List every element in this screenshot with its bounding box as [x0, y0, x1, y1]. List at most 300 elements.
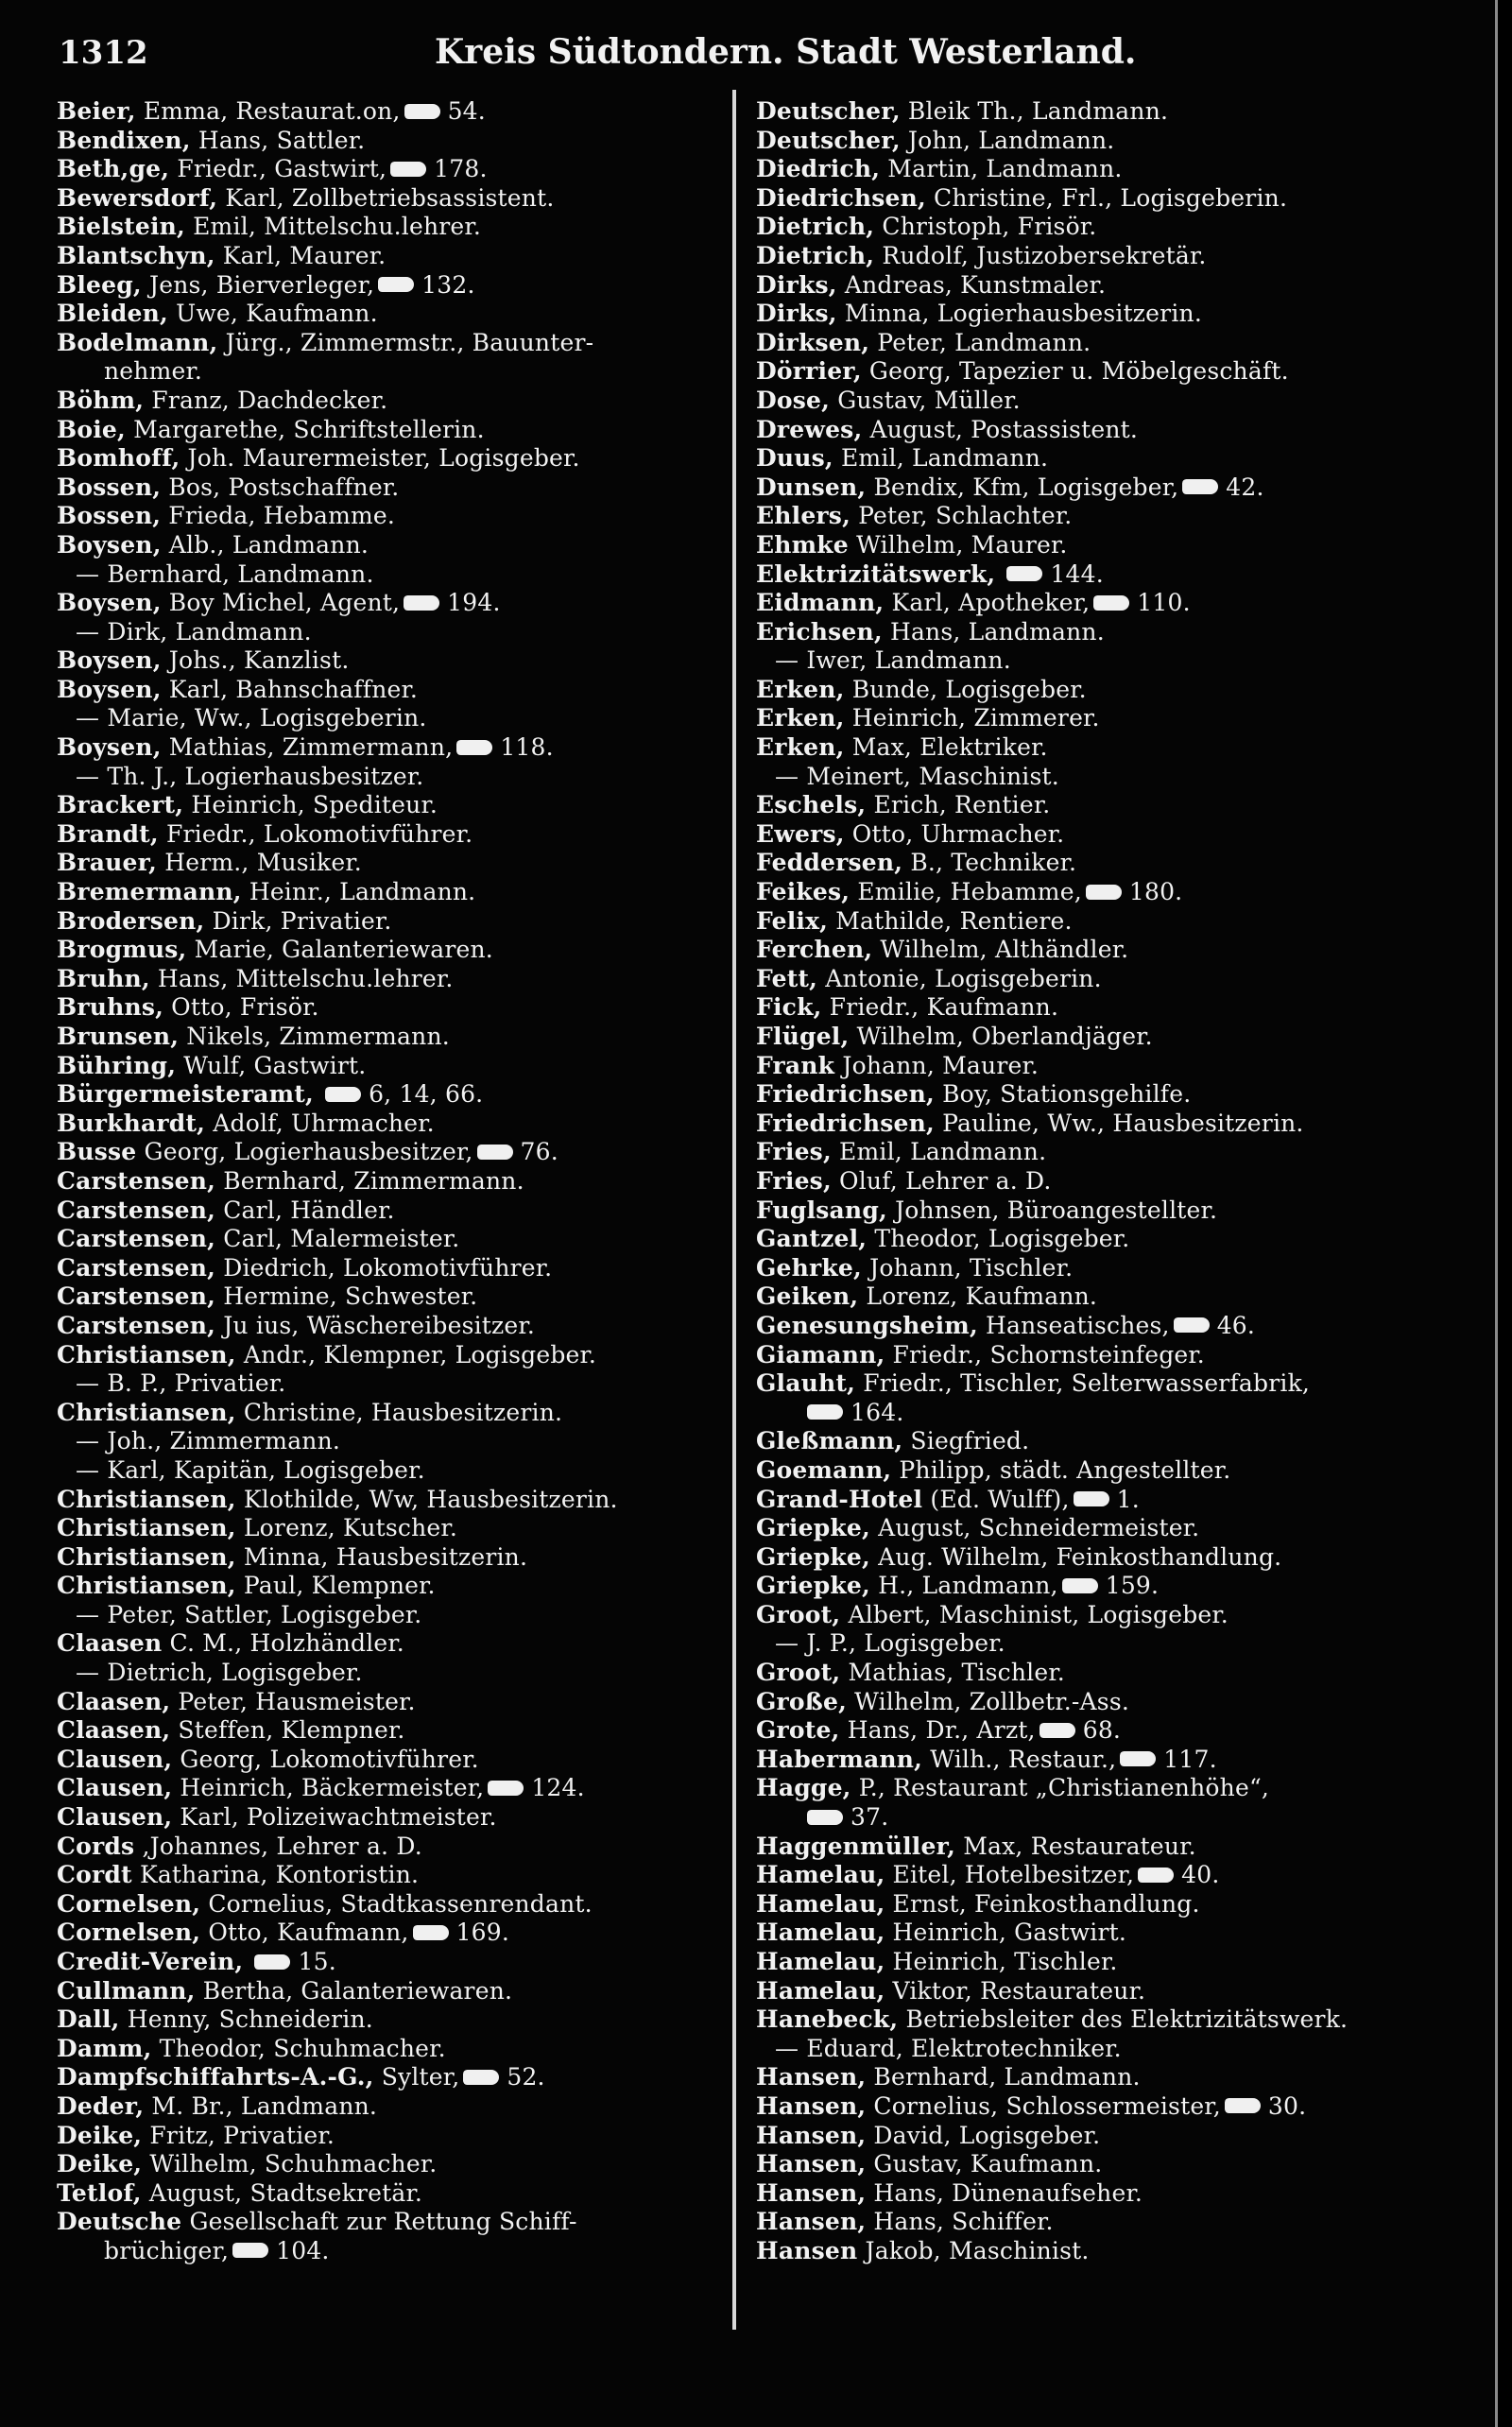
entry-name: Dirks,: [756, 270, 837, 299]
entry-details: Martin, Landmann.: [887, 155, 1123, 183]
entry-details: Karl, Bahnschaffner.: [168, 675, 419, 703]
entry-name: Bossen,: [57, 502, 162, 530]
directory-entry: [57, 242, 751, 271]
telephone-number: 68.: [1082, 1716, 1122, 1745]
telephone-reference: [232, 2237, 329, 2266]
entry-details: Wilhelm, Zollbetr.-Ass.: [854, 1687, 1130, 1715]
directory-entry: [57, 1746, 751, 1775]
telephone-icon: [477, 1145, 513, 1160]
directory-entry: [756, 907, 1451, 937]
entry-details: Max, Elektriker.: [851, 733, 1048, 762]
entry-name: Beth,ge,: [57, 155, 170, 183]
entry-details: Friedr., Gastwirt,: [177, 155, 387, 183]
entry-details: Emilie, Hebamme,: [857, 878, 1082, 906]
directory-entry: [57, 849, 751, 878]
entry-sub-details: — Eduard, Elektrotechniker.: [775, 2034, 1122, 2062]
telephone-reference: [254, 1948, 335, 1977]
directory-entry: [756, 127, 1451, 156]
entry-details: Antonie, Logisgeberin.: [825, 964, 1102, 992]
entry-name: Goemann,: [756, 1455, 892, 1484]
entry-details: Hermine, Schwester.: [223, 1282, 478, 1311]
directory-entry: [756, 1369, 1451, 1399]
entry-details: Karl, Zollbetriebsassistent.: [225, 183, 555, 212]
entry-details: Friedr., Tischler, Selterwasserfabrik,: [863, 1369, 1311, 1398]
directory-entry: [756, 560, 1451, 590]
entry-name: Hamelau,: [756, 1861, 885, 1889]
telephone-icon: [378, 277, 414, 292]
directory-entry: [756, 97, 1451, 127]
directory-entry: [57, 184, 751, 214]
entry-name: Claasen: [57, 1629, 163, 1658]
directory-entry: [756, 1572, 1451, 1601]
telephone-number: 15.: [298, 1948, 336, 1975]
entry-details: Wilh., Restaur.,: [930, 1745, 1117, 1773]
directory-entry: [57, 2063, 751, 2092]
entry-name: Claasen,: [57, 1716, 171, 1745]
entry-details: Otto, Frisör.: [171, 993, 319, 1022]
directory-entry: [756, 1196, 1451, 1226]
entry-name: Ehlers,: [756, 502, 850, 530]
directory-entry: [756, 1254, 1451, 1283]
entry-details: Gesellschaft zur Rettung Schiff-: [189, 2208, 577, 2236]
entry-details: Heinrich, Gastwirt.: [892, 1919, 1127, 1947]
entry-name: Damm,: [57, 2034, 152, 2062]
directory-entry: [57, 416, 751, 445]
entry-sub-details: — Peter, Sattler, Logisgeber.: [76, 1600, 422, 1628]
directory-entry: [57, 1774, 751, 1803]
directory-entry: [57, 1659, 751, 1688]
entry-name: Hamelau,: [756, 1948, 885, 1975]
entry-name: Christiansen,: [57, 1542, 236, 1571]
entry-details: Heinrich, Zimmerer.: [851, 704, 1100, 732]
entry-details: P., Restaurant „Christianenhöhe“,: [858, 1774, 1270, 1802]
entry-name: Duus,: [756, 444, 833, 473]
directory-entry: [57, 127, 751, 156]
directory-entry: [57, 704, 751, 733]
directory-entry: [756, 2063, 1451, 2092]
entry-details: Cornelius, Stadtkassenrendant.: [208, 1889, 593, 1918]
entry-details: Mathias, Tischler.: [848, 1659, 1065, 1687]
telephone-reference: [390, 155, 487, 184]
entry-name: Deike,: [57, 2150, 143, 2178]
entry-name: Hansen: [756, 2236, 858, 2264]
directory-entry: [57, 791, 751, 820]
directory-entry: [57, 473, 751, 503]
entry-name: Bewersdorf,: [57, 183, 218, 212]
entry-name: Deike,: [57, 2121, 143, 2149]
entry-name: Böhm,: [57, 386, 145, 414]
entry-name: Bleiden,: [57, 300, 168, 328]
directory-entry: [756, 300, 1451, 329]
left-column: [57, 97, 751, 2266]
entry-name: Gehrke,: [756, 1253, 862, 1282]
directory-entry: [756, 271, 1451, 301]
telephone-reference: [1062, 1572, 1159, 1601]
entry-name: Bürgermeisteramt,: [57, 1080, 314, 1109]
directory-entry: [57, 213, 751, 242]
entry-details: Max, Restaurateur.: [963, 1832, 1196, 1860]
entry-name: Dietrich,: [756, 241, 875, 269]
directory-entry: [57, 1341, 751, 1370]
entry-name: Cornelsen,: [57, 1889, 201, 1918]
directory-entry: [756, 1456, 1451, 1486]
directory-entry: [57, 1369, 751, 1399]
directory-entry: [756, 1861, 1451, 1890]
directory-entry: [57, 2208, 751, 2237]
entry-name: Haggenmüller,: [756, 1832, 956, 1860]
entry-name: Dose,: [756, 386, 831, 414]
entry-details: Friedr., Schornsteinfeger.: [892, 1340, 1205, 1368]
telephone-reference: [1225, 2092, 1306, 2122]
directory-entry: [756, 820, 1451, 850]
entry-details: Johann, Tischler.: [869, 1253, 1074, 1282]
telephone-icon: [1062, 1578, 1098, 1593]
telephone-icon: [488, 1781, 524, 1796]
entry-name: Brogmus,: [57, 936, 187, 964]
entry-details: Lorenz, Kutscher.: [243, 1514, 457, 1542]
directory-entry: [756, 1225, 1451, 1254]
directory-entry: [756, 1919, 1451, 1948]
directory-entry: [756, 1110, 1451, 1139]
entry-name: Ferchen,: [756, 936, 873, 964]
directory-entry: [57, 1196, 751, 1226]
directory-entry: [57, 1052, 751, 1081]
entry-details: Wulf, Gastwirt.: [183, 1051, 367, 1079]
directory-entry: [57, 1080, 751, 1110]
telephone-icon: [1182, 479, 1218, 494]
entry-name: Dirks,: [756, 300, 837, 328]
telephone-icon: [456, 740, 492, 755]
telephone-number: 1.: [1116, 1485, 1140, 1513]
entry-details: Hans, Dr., Arzt,: [847, 1716, 1036, 1745]
directory-entry: [756, 1659, 1451, 1688]
entry-details: Adolf, Uhrmacher.: [213, 1109, 435, 1137]
directory-entry: [57, 1138, 751, 1167]
telephone-icon: [404, 595, 439, 611]
entry-name: Eschels,: [756, 791, 867, 819]
directory-entry: [756, 416, 1451, 445]
entry-name: Deutscher,: [756, 126, 901, 154]
entry-details: Johnsen, Büroangestellter.: [895, 1196, 1218, 1224]
entry-details: Wilhelm, Schuhmacher.: [149, 2150, 438, 2178]
entry-name: Grote,: [756, 1716, 840, 1745]
entry-name: Ewers,: [756, 819, 845, 848]
directory-entry: [57, 2035, 751, 2064]
entry-details: Cornelius, Schlossermeister,: [873, 2091, 1221, 2120]
entry-name: Burkhardt,: [57, 1109, 206, 1137]
entry-details: Christine, Hausbesitzerin.: [243, 1398, 563, 1426]
directory-entry: [57, 1890, 751, 1919]
entry-details: Otto, Kaufmann,: [208, 1919, 409, 1947]
directory-entry: [756, 2179, 1451, 2209]
entry-name: Boysen,: [57, 589, 162, 617]
directory-entry: [57, 560, 751, 590]
directory-entry: [57, 1023, 751, 1052]
telephone-number: 110.: [1137, 589, 1191, 617]
directory-entry: [57, 531, 751, 560]
entry-name: Bielstein,: [57, 213, 185, 241]
directory-entry: [57, 300, 751, 329]
directory-entry: [57, 357, 751, 387]
directory-entry: [57, 2150, 751, 2179]
right-column: [756, 97, 1451, 2266]
directory-entry: [57, 2005, 751, 2035]
directory-entry: [756, 1167, 1451, 1196]
directory-entry: [756, 1399, 1451, 1428]
directory-entry: [57, 1948, 751, 1977]
directory-entry: [57, 1716, 751, 1746]
entry-name: Dampfschiffahrts-A.-G.,: [57, 2063, 374, 2091]
directory-entry: [57, 1225, 751, 1254]
telephone-icon: [1225, 2098, 1261, 2113]
telephone-reference: [1006, 560, 1103, 590]
directory-entry: [57, 1688, 751, 1717]
page-header: [0, 28, 1512, 77]
entry-name: Hansen,: [756, 2150, 867, 2178]
entry-details: Georg, Tapezier u. Möbelgeschäft.: [868, 357, 1289, 386]
directory-entry: [756, 1052, 1451, 1081]
entry-details: Hans, Landmann.: [889, 617, 1105, 645]
directory-entry: [756, 242, 1451, 271]
directory-entry: [756, 936, 1451, 965]
entry-details: Ju ius, Wäschereibesitzer.: [223, 1311, 535, 1339]
directory-entry: [756, 1948, 1451, 1977]
entry-details: Andreas, Kunstmaler.: [844, 270, 1107, 299]
entry-sub-details: — Marie, Ww., Logisgeberin.: [76, 704, 427, 732]
directory-entry: [756, 2005, 1451, 2035]
directory-entry: [57, 387, 751, 416]
entry-details: Sylter,: [381, 2063, 460, 2091]
directory-entry: [57, 1629, 751, 1659]
telephone-number: 164.: [850, 1398, 904, 1426]
entry-name: Carstensen,: [57, 1225, 216, 1253]
page-number: 1312: [59, 34, 148, 72]
directory-entry: [756, 733, 1451, 763]
entry-name: Bodelmann,: [57, 328, 218, 356]
telephone-reference: [456, 733, 553, 763]
entry-sub-details: — Dietrich, Logisgeber.: [76, 1659, 363, 1687]
entry-name: Bleeg,: [57, 270, 142, 299]
entry-name: Bendixen,: [57, 126, 191, 154]
entry-details: Bendix, Kfm, Logisgeber,: [873, 473, 1179, 501]
entry-details: John, Landmann.: [907, 126, 1115, 154]
entry-details: Albert, Maschinist, Logisgeber.: [848, 1600, 1228, 1628]
directory-entry: [756, 213, 1451, 242]
directory-entry: [756, 1890, 1451, 1919]
entry-details: Alb., Landmann.: [168, 530, 369, 559]
entry-name: Clausen,: [57, 1774, 173, 1802]
entry-name: Erken,: [756, 733, 845, 762]
directory-entry: [57, 97, 751, 127]
entry-details: Theodor, Logisgeber.: [874, 1225, 1130, 1253]
entry-sub-details: — Meinert, Maschinist.: [775, 762, 1059, 790]
entry-name: Cordt: [57, 1861, 132, 1889]
directory-entry: [756, 1486, 1451, 1515]
directory-entry: [57, 1456, 751, 1486]
entry-details: Boy Michel, Agent,: [168, 589, 401, 617]
entry-sub-details: — B. P., Privatier.: [76, 1369, 286, 1398]
directory-entry: [756, 2092, 1451, 2122]
entry-name: Cullmann,: [57, 1976, 196, 2005]
entry-details: Eitel, Hotelbesitzer,: [892, 1861, 1135, 1889]
entry-name: Clausen,: [57, 1803, 173, 1832]
directory-entry: [57, 1399, 751, 1428]
directory-entry: [57, 1861, 751, 1890]
telephone-number: 118.: [500, 733, 554, 762]
directory-entry: [756, 646, 1451, 676]
entry-details: Pauline, Ww., Hausbesitzerin.: [942, 1109, 1304, 1137]
entry-name: Fries,: [756, 1138, 832, 1166]
entry-details: Gustav, Müller.: [837, 386, 1021, 414]
entry-name: Bruhns,: [57, 993, 164, 1022]
entry-details: Carl, Malermeister.: [223, 1225, 460, 1253]
directory-entry: [57, 618, 751, 647]
entry-details: Joh. Maurermeister, Logisgeber.: [187, 444, 580, 473]
entry-name: Clausen,: [57, 1745, 173, 1773]
directory-entry: [57, 1282, 751, 1312]
entry-details: Paul, Klempner.: [243, 1572, 436, 1600]
entry-details: Viktor, Restaurateur.: [892, 1976, 1146, 2005]
directory-entry: [756, 502, 1451, 531]
entry-details: ,Johannes, Lehrer a. D.: [142, 1832, 422, 1860]
entry-name: Genesungsheim,: [756, 1311, 978, 1339]
entry-details: Siegfried.: [910, 1427, 1030, 1455]
entry-details: Johs., Kanzlist.: [168, 646, 350, 675]
entry-name: Fuglsang,: [756, 1196, 887, 1224]
telephone-icon: [1086, 885, 1122, 900]
directory-entry: [57, 878, 751, 907]
entry-name: Flügel,: [756, 1023, 850, 1050]
directory-entry: [57, 965, 751, 994]
entry-name: Deutscher,: [756, 97, 901, 125]
entry-details: H., Landmann,: [878, 1572, 1058, 1600]
entry-name: Carstensen,: [57, 1253, 216, 1282]
telephone-reference: [1086, 878, 1182, 907]
entry-name: Hansen,: [756, 2178, 867, 2207]
directory-entry: [756, 1427, 1451, 1456]
entry-name: Hanebeck,: [756, 2005, 899, 2034]
directory-entry: [57, 2179, 751, 2209]
entry-details: Jürg., Zimmermstr., Bauunter-: [225, 328, 594, 356]
directory-entry: [756, 1716, 1451, 1746]
entry-details: Karl, Polizeiwachtmeister.: [180, 1803, 497, 1832]
entry-name: Credit-Verein,: [57, 1948, 244, 1975]
telephone-icon: [325, 1087, 361, 1102]
entry-name: Erichsen,: [756, 617, 883, 645]
directory-entry: [756, 965, 1451, 994]
entry-details: Christine, Frl., Logisgeberin.: [934, 183, 1288, 212]
directory-entry: [756, 1601, 1451, 1630]
directory-entry: [57, 820, 751, 850]
entry-details: Johann, Maurer.: [842, 1051, 1040, 1079]
entry-name: Bruhn,: [57, 964, 150, 992]
directory-entry: [57, 646, 751, 676]
entry-details: Philipp, städt. Angestellter.: [899, 1455, 1231, 1484]
entry-details: August, Schneidermeister.: [878, 1514, 1200, 1542]
entry-name: Boie,: [57, 415, 126, 443]
directory-entry: [57, 589, 751, 618]
directory-entry: [57, 1543, 751, 1573]
telephone-reference: [1138, 1861, 1219, 1890]
entry-details: Christoph, Frisör.: [882, 213, 1097, 241]
entry-details: Peter, Schlachter.: [858, 502, 1073, 530]
telephone-number: 52.: [507, 2063, 545, 2091]
entry-name: Brunsen,: [57, 1023, 180, 1050]
entry-details: Friedr., Kaufmann.: [829, 993, 1059, 1022]
entry-name: Boysen,: [57, 646, 162, 675]
entry-name: Tetlof,: [57, 2178, 142, 2207]
directory-entry: [57, 1167, 751, 1196]
directory-entry: [57, 676, 751, 705]
entry-name: Erken,: [756, 675, 845, 703]
telephone-number: 194.: [447, 589, 501, 617]
entry-details: Herm., Musiker.: [164, 849, 362, 877]
directory-entry: [57, 1254, 751, 1283]
entry-sub-details: — Th. J., Logierhausbesitzer.: [76, 762, 424, 790]
telephone-icon: [807, 1404, 843, 1420]
entry-details: Heinr., Landmann.: [249, 878, 476, 906]
entry-name: Boysen,: [57, 733, 162, 762]
entry-name: Habermann,: [756, 1745, 923, 1773]
entry-details: Katharina, Kontoristin.: [139, 1861, 420, 1889]
entry-details: Heinrich, Bäckermeister,: [180, 1774, 485, 1802]
entry-details: Theodor, Schuhmacher.: [159, 2034, 446, 2062]
telephone-number: 37.: [850, 1803, 889, 1832]
entry-name: Cornelsen,: [57, 1919, 201, 1947]
telephone-icon: [1138, 1868, 1174, 1883]
entry-name: Giamann,: [756, 1340, 885, 1368]
entry-details: Mathias, Zimmermann,: [168, 733, 454, 762]
directory-entry: [57, 1110, 751, 1139]
entry-details: Franz, Dachdecker.: [151, 386, 388, 414]
directory-entry: [756, 1080, 1451, 1110]
entry-details: Hanseatisches,: [986, 1311, 1170, 1339]
entry-details: (Ed. Wulff),: [930, 1485, 1070, 1513]
telephone-number: 104.: [276, 2236, 330, 2264]
entry-name: Claasen,: [57, 1687, 171, 1715]
telephone-reference: [807, 1399, 903, 1428]
directory-entry: [756, 1312, 1451, 1341]
entry-name: Hamelau,: [756, 1976, 885, 2005]
entry-details: Bertha, Galanteriewaren.: [202, 1976, 513, 2005]
telephone-number: 178.: [434, 155, 488, 183]
directory-entry: [756, 357, 1451, 387]
entry-details: Mathilde, Rentiere.: [835, 906, 1073, 935]
entry-details: Georg, Lokomotivführer.: [180, 1745, 479, 1773]
entry-name: Feddersen,: [756, 849, 903, 877]
entry-details: Wilhelm, Althändler.: [880, 936, 1129, 964]
entry-name: Deder,: [57, 2091, 145, 2120]
directory-entry: [756, 2122, 1451, 2151]
directory-entry: [756, 2150, 1451, 2179]
entry-details: Erich, Rentier.: [873, 791, 1051, 819]
directory-entry: [756, 1023, 1451, 1052]
entry-name: Hansen,: [756, 2208, 867, 2236]
entry-details: Aug. Wilhelm, Feinkosthandlung.: [878, 1542, 1282, 1571]
directory-entry: [756, 1282, 1451, 1312]
entry-name: Christiansen,: [57, 1340, 236, 1368]
directory-entry: [756, 1341, 1451, 1370]
directory-entry: [57, 1312, 751, 1341]
entry-details: Emil, Landmann.: [840, 444, 1049, 473]
directory-entry: [756, 1774, 1451, 1803]
telephone-reference: [378, 271, 474, 301]
directory-entry: [756, 1803, 1451, 1833]
telephone-number: 30.: [1267, 2091, 1307, 2120]
entry-sub-details: — Iwer, Landmann.: [775, 646, 1011, 675]
entry-name: Hansen,: [756, 2121, 867, 2149]
directory-entry: [57, 763, 751, 792]
